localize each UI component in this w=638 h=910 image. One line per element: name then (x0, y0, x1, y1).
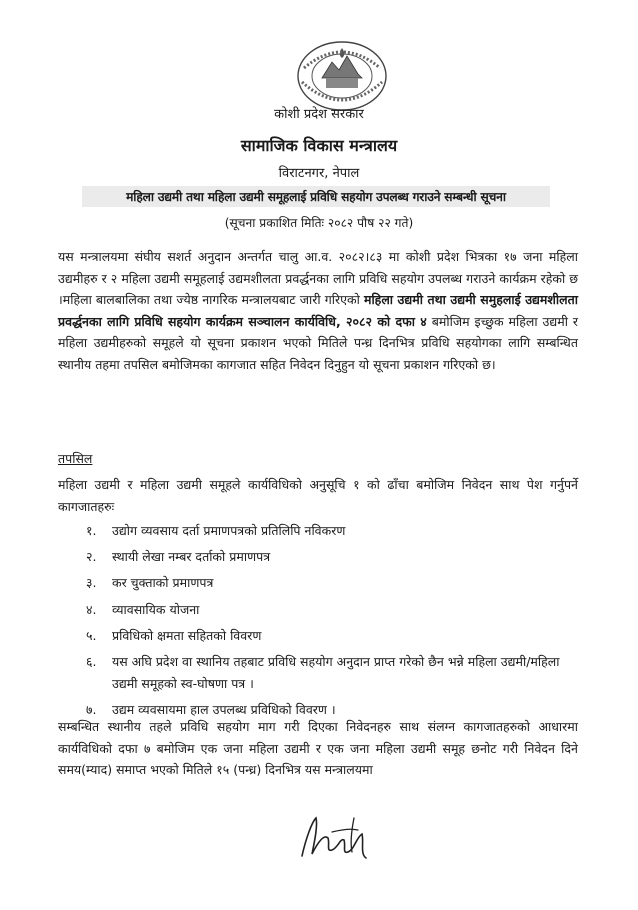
intro-text-2: बमोजिम इच्छुक महिला उद्यमी र महिला उद्यमीहरुको समूहले यो सूचना प्रकाशन भएको मितिले पन्ध्र दिनभित्र प्रविधि सहयोगका लागि सम्बन्धित स्थानीय तहमा तपसिल बमोजिमका कागजात सहित निवेदन दिनुहुन यो सूचना प्रकाशन गरिएको छ। (58, 313, 579, 372)
list-item (86, 599, 582, 621)
list-item-text: उद्यम व्यवसायमा हाल उपलब्ध प्रविधिको विवरण । (112, 701, 336, 717)
tapasil-intro: महिला उद्यमी र महिला उद्यमी समूहले कार्यविधिको अनुसूचि १ को ढाँचा बमोजिम निवेदन साथ पेश गर्नुपर्ने कागजातहरुः (58, 477, 578, 514)
list-item-number: ६. (86, 653, 97, 669)
list-item-number: ७. (86, 701, 97, 717)
list-item (86, 625, 582, 647)
list-item-text: यस अघि प्रदेश वा स्थानिय तहबाट प्रविधि सहयोग अनुदान प्राप्त गरेको छैन भन्ने महिला उद्यमी/महिला उद्यमी समूहको स्व-घोषणा पत्र । (112, 653, 560, 691)
list-item-text: स्थायी लेखा नम्बर दर्ताको प्रमाणपत्र (112, 549, 271, 565)
list-item (86, 651, 582, 694)
document-list (86, 520, 582, 725)
list-item (86, 572, 582, 594)
handwritten-signature-icon (292, 808, 378, 866)
tapasil-heading: तपसिल (58, 451, 93, 466)
list-item-text: व्यावसायिक योजना (112, 601, 200, 617)
office-location: विराटनगर, नेपाल (278, 166, 360, 181)
list-item-number: ३. (86, 575, 97, 591)
list-item-text: प्रविधिको क्षमता सहितको विवरण (112, 627, 262, 643)
publish-date: (सूचना प्रकाशित मितिः २०८२ पौष २२ गते) (224, 216, 414, 230)
notice-title: महिला उद्यमी तथा महिला उद्यमी समूहलाई प्रविधि सहयोग उपलब्ध गराउने सम्बन्धी सूचना (82, 186, 550, 207)
ministry-name: सामाजिक विकास मन्त्रालय (240, 136, 398, 155)
list-item (86, 546, 582, 568)
closing-paragraph: सम्बन्धित स्थानीय तहले प्रविधि सहयोग माग गरी दिएका निवेदनहरु साथ संलग्न कागजातहरुको आधारमा कार्यविधिको दफा ७ बमोजिम एक जना महिला उद्यमी र एक जना महिला उद्यमी समूह छनोट गरी निवेदन दिने समय(म्याद) समाप्त भएको मितिले १५ (पन्ध्र) दिनभित्र यस मन्त्रालयमा (58, 719, 578, 778)
list-item-text: उद्योग व्यवसाय दर्ता प्रमाणपत्रको प्रतिलिपि नविकरण (112, 523, 346, 538)
intro-text-bold: महिला उद्यमी तथा उद्यमी समुहलाई उद्यमशीलता प्रवर्द्धनका लागि प्रविधि सहयोग कार्यक्रम सञ्चालन कार्यविधि, २०८२ को दफा ४ (58, 292, 578, 329)
list-item-text: कर चुक्ताको प्रमाणपत्र (112, 575, 214, 591)
intro-text-1: यस मन्त्रालयमा संघीय सशर्त अनुदान अन्तर्गत चालु आ.व. २०८२।८३ मा कोशी प्रदेश भित्रका १७ जना महिला उद्यमीहरु र २ महिला उद्यमी समूहलाई उद्यमशीलता प्रवर्द्धनका लागि प्रविधि सहयोग उपलब्ध गराउने कार्यक्रम रहेको छ ।महिला बालबालिका तथा ज्येष्ठ नागरिक मन्त्रालयबाट जारी गरिएको (58, 249, 578, 308)
list-item (86, 520, 582, 542)
list-item-number: १. (86, 523, 97, 538)
government-name: कोशी प्रदेश सरकार (274, 107, 364, 122)
list-item-number: २. (86, 549, 97, 565)
list-item-number: ५. (86, 627, 97, 643)
intro-paragraph (58, 246, 578, 376)
list-item-number: ४. (86, 601, 97, 617)
